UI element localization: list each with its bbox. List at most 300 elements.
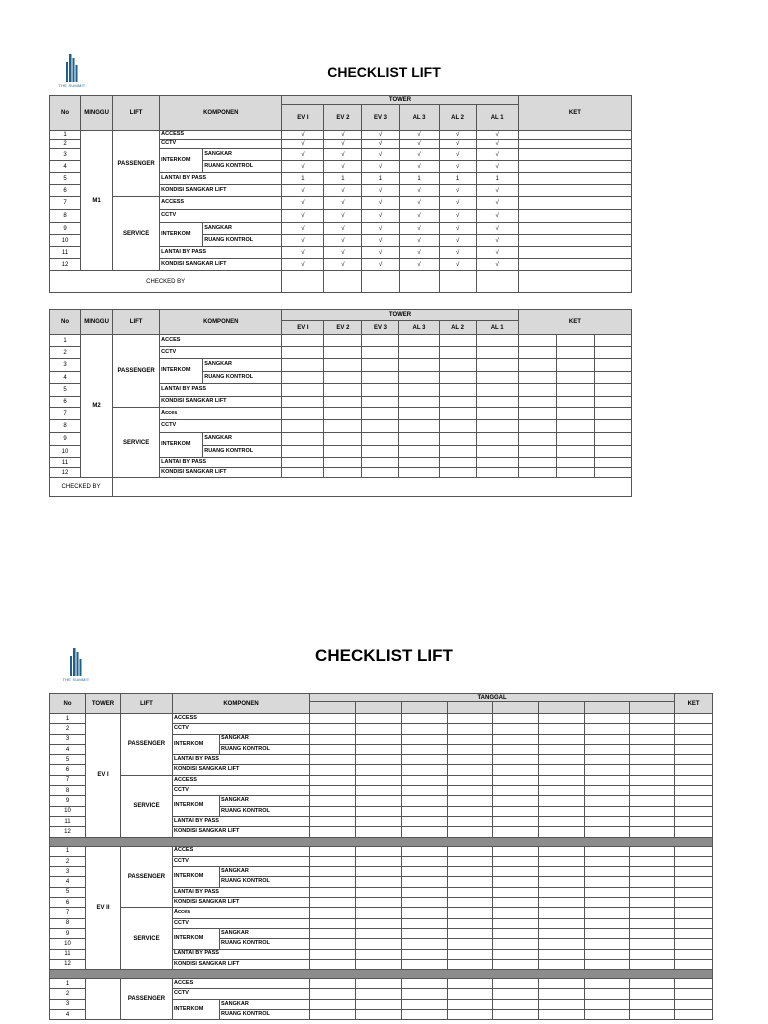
- ket-cell[interactable]: [518, 446, 556, 458]
- date-cell[interactable]: [585, 856, 630, 866]
- check-cell[interactable]: [439, 397, 476, 408]
- check-cell[interactable]: [282, 458, 324, 468]
- date-cell[interactable]: [493, 786, 539, 796]
- date-cell[interactable]: [539, 786, 585, 796]
- check-mark[interactable]: √: [362, 223, 399, 235]
- date-cell[interactable]: [402, 827, 448, 837]
- date-cell[interactable]: [539, 928, 585, 938]
- date-cell[interactable]: [539, 999, 585, 1009]
- check-mark[interactable]: 1: [362, 173, 399, 185]
- date-cell[interactable]: [448, 765, 493, 775]
- ket-cell[interactable]: [556, 335, 594, 347]
- ket-cell[interactable]: [675, 714, 713, 724]
- ket-cell[interactable]: [594, 408, 631, 420]
- date-cell[interactable]: [356, 806, 402, 816]
- ket-cell[interactable]: [556, 458, 594, 468]
- ket-cell[interactable]: [594, 347, 631, 359]
- ket-cell[interactable]: [518, 247, 631, 259]
- ket-cell[interactable]: [594, 433, 631, 446]
- date-cell[interactable]: [539, 816, 585, 826]
- check-cell[interactable]: [476, 408, 518, 420]
- date-cell[interactable]: [356, 908, 402, 918]
- check-cell[interactable]: [399, 359, 439, 372]
- date-cell[interactable]: [585, 734, 630, 744]
- check-cell[interactable]: [476, 359, 518, 372]
- check-cell[interactable]: [476, 433, 518, 446]
- date-cell[interactable]: [356, 867, 402, 877]
- ket-cell[interactable]: [675, 816, 713, 826]
- date-cell[interactable]: [630, 959, 675, 969]
- check-mark[interactable]: √: [362, 149, 399, 161]
- date-cell[interactable]: [585, 806, 630, 816]
- ket-cell[interactable]: [518, 149, 631, 161]
- check-mark[interactable]: √: [439, 161, 476, 173]
- check-mark[interactable]: √: [362, 131, 399, 140]
- check-cell[interactable]: [324, 359, 362, 372]
- date-cell[interactable]: [448, 887, 493, 897]
- check-cell[interactable]: [362, 397, 399, 408]
- date-cell[interactable]: [585, 724, 630, 734]
- date-cell[interactable]: [356, 1010, 402, 1020]
- check-cell[interactable]: [476, 420, 518, 433]
- ket-cell[interactable]: [675, 734, 713, 744]
- date-cell[interactable]: [539, 898, 585, 908]
- check-mark[interactable]: √: [476, 185, 518, 197]
- check-cell[interactable]: [282, 397, 324, 408]
- check-mark[interactable]: √: [399, 210, 439, 223]
- check-mark[interactable]: √: [399, 131, 439, 140]
- signature-cell[interactable]: [476, 271, 518, 293]
- ket-cell[interactable]: [518, 259, 631, 271]
- date-cell[interactable]: [356, 989, 402, 999]
- date-cell[interactable]: [356, 846, 402, 856]
- ket-cell[interactable]: [594, 384, 631, 397]
- date-cell[interactable]: [448, 867, 493, 877]
- date-cell[interactable]: [402, 908, 448, 918]
- date-cell[interactable]: [630, 867, 675, 877]
- date-cell[interactable]: [448, 724, 493, 734]
- date-cell[interactable]: [630, 816, 675, 826]
- check-mark[interactable]: √: [362, 247, 399, 259]
- date-cell[interactable]: [402, 1010, 448, 1020]
- date-cell[interactable]: [630, 877, 675, 887]
- date-cell[interactable]: [402, 887, 448, 897]
- date-cell[interactable]: [585, 765, 630, 775]
- ket-cell[interactable]: [518, 235, 631, 247]
- check-cell[interactable]: [362, 468, 399, 478]
- check-mark[interactable]: √: [324, 131, 362, 140]
- date-cell[interactable]: [310, 786, 356, 796]
- date-cell[interactable]: [310, 887, 356, 897]
- date-cell[interactable]: [310, 806, 356, 816]
- check-mark[interactable]: √: [439, 235, 476, 247]
- check-mark[interactable]: √: [476, 161, 518, 173]
- date-cell[interactable]: [310, 939, 356, 949]
- date-cell[interactable]: [630, 999, 675, 1009]
- date-cell[interactable]: [585, 949, 630, 959]
- date-cell[interactable]: [493, 908, 539, 918]
- date-cell[interactable]: [310, 714, 356, 724]
- date-cell[interactable]: [310, 724, 356, 734]
- date-cell[interactable]: [402, 796, 448, 806]
- check-mark[interactable]: √: [362, 185, 399, 197]
- check-mark[interactable]: √: [399, 259, 439, 271]
- check-cell[interactable]: [439, 384, 476, 397]
- date-cell[interactable]: [356, 775, 402, 785]
- ket-cell[interactable]: [556, 420, 594, 433]
- ket-cell[interactable]: [675, 846, 713, 856]
- date-cell[interactable]: [356, 877, 402, 887]
- check-mark[interactable]: √: [324, 149, 362, 161]
- ket-cell[interactable]: [518, 408, 556, 420]
- ket-cell[interactable]: [675, 765, 713, 775]
- date-cell[interactable]: [448, 775, 493, 785]
- date-cell[interactable]: [585, 877, 630, 887]
- ket-cell[interactable]: [556, 446, 594, 458]
- date-cell[interactable]: [310, 775, 356, 785]
- date-cell[interactable]: [356, 898, 402, 908]
- date-cell[interactable]: [539, 744, 585, 754]
- check-cell[interactable]: [362, 446, 399, 458]
- date-cell[interactable]: [448, 796, 493, 806]
- ket-cell[interactable]: [556, 468, 594, 478]
- check-cell[interactable]: [362, 335, 399, 347]
- date-cell[interactable]: [493, 755, 539, 765]
- date-cell[interactable]: [630, 939, 675, 949]
- check-mark[interactable]: 1: [399, 173, 439, 185]
- date-cell[interactable]: [585, 786, 630, 796]
- check-cell[interactable]: [324, 446, 362, 458]
- check-mark[interactable]: √: [476, 197, 518, 210]
- date-cell[interactable]: [585, 939, 630, 949]
- date-cell[interactable]: [630, 765, 675, 775]
- date-cell[interactable]: [630, 949, 675, 959]
- check-mark[interactable]: √: [324, 140, 362, 149]
- ket-cell[interactable]: [518, 173, 631, 185]
- date-cell[interactable]: [448, 979, 493, 989]
- check-mark[interactable]: √: [282, 185, 324, 197]
- check-mark[interactable]: √: [324, 185, 362, 197]
- date-cell[interactable]: [539, 755, 585, 765]
- check-mark[interactable]: √: [282, 223, 324, 235]
- check-cell[interactable]: [324, 433, 362, 446]
- ket-cell[interactable]: [594, 420, 631, 433]
- check-cell[interactable]: [282, 446, 324, 458]
- check-mark[interactable]: √: [324, 223, 362, 235]
- date-cell[interactable]: [310, 877, 356, 887]
- ket-cell[interactable]: [675, 898, 713, 908]
- date-cell[interactable]: [539, 806, 585, 816]
- check-mark[interactable]: √: [282, 161, 324, 173]
- date-cell[interactable]: [493, 877, 539, 887]
- check-cell[interactable]: [362, 359, 399, 372]
- date-cell[interactable]: [493, 744, 539, 754]
- ket-cell[interactable]: [518, 161, 631, 173]
- check-cell[interactable]: [324, 468, 362, 478]
- check-mark[interactable]: √: [362, 140, 399, 149]
- ket-cell[interactable]: [518, 433, 556, 446]
- check-mark[interactable]: √: [282, 131, 324, 140]
- date-cell[interactable]: [539, 949, 585, 959]
- ket-cell[interactable]: [675, 908, 713, 918]
- date-cell[interactable]: [539, 867, 585, 877]
- ket-cell[interactable]: [675, 724, 713, 734]
- date-cell[interactable]: [493, 959, 539, 969]
- check-cell[interactable]: [282, 408, 324, 420]
- date-cell[interactable]: [539, 827, 585, 837]
- check-mark[interactable]: √: [439, 185, 476, 197]
- date-cell[interactable]: [310, 846, 356, 856]
- ket-cell[interactable]: [556, 397, 594, 408]
- date-cell[interactable]: [539, 796, 585, 806]
- check-mark[interactable]: √: [362, 235, 399, 247]
- check-mark[interactable]: √: [362, 259, 399, 271]
- date-cell[interactable]: [585, 846, 630, 856]
- date-cell[interactable]: [310, 734, 356, 744]
- ket-cell[interactable]: [594, 335, 631, 347]
- ket-cell[interactable]: [675, 999, 713, 1009]
- check-cell[interactable]: [362, 372, 399, 384]
- check-cell[interactable]: [476, 372, 518, 384]
- ket-cell[interactable]: [518, 468, 556, 478]
- date-cell[interactable]: [402, 846, 448, 856]
- check-cell[interactable]: [439, 372, 476, 384]
- date-cell[interactable]: [493, 898, 539, 908]
- check-cell[interactable]: [324, 384, 362, 397]
- date-cell[interactable]: [493, 806, 539, 816]
- check-mark[interactable]: √: [476, 247, 518, 259]
- date-cell[interactable]: [493, 846, 539, 856]
- check-mark[interactable]: √: [439, 131, 476, 140]
- check-cell[interactable]: [399, 408, 439, 420]
- date-cell[interactable]: [310, 867, 356, 877]
- check-mark[interactable]: √: [439, 197, 476, 210]
- ket-cell[interactable]: [518, 347, 556, 359]
- date-cell[interactable]: [448, 806, 493, 816]
- date-cell[interactable]: [493, 856, 539, 866]
- check-mark[interactable]: √: [324, 197, 362, 210]
- date-cell[interactable]: [630, 887, 675, 897]
- date-cell[interactable]: [539, 724, 585, 734]
- check-cell[interactable]: [476, 446, 518, 458]
- check-cell[interactable]: [324, 397, 362, 408]
- date-cell[interactable]: [585, 744, 630, 754]
- check-cell[interactable]: [439, 446, 476, 458]
- check-mark[interactable]: √: [362, 161, 399, 173]
- ket-cell[interactable]: [518, 131, 631, 140]
- check-mark[interactable]: √: [324, 235, 362, 247]
- check-mark[interactable]: √: [476, 223, 518, 235]
- date-cell[interactable]: [585, 898, 630, 908]
- ket-cell[interactable]: [675, 786, 713, 796]
- check-cell[interactable]: [439, 433, 476, 446]
- date-cell[interactable]: [356, 887, 402, 897]
- ket-cell[interactable]: [518, 335, 556, 347]
- date-cell[interactable]: [310, 959, 356, 969]
- check-mark[interactable]: 1: [324, 173, 362, 185]
- check-cell[interactable]: [476, 335, 518, 347]
- check-cell[interactable]: [399, 433, 439, 446]
- date-cell[interactable]: [310, 908, 356, 918]
- ket-cell[interactable]: [556, 384, 594, 397]
- check-cell[interactable]: [399, 468, 439, 478]
- date-cell[interactable]: [402, 714, 448, 724]
- date-cell[interactable]: [448, 928, 493, 938]
- check-cell[interactable]: [282, 468, 324, 478]
- check-mark[interactable]: √: [439, 210, 476, 223]
- check-mark[interactable]: √: [439, 149, 476, 161]
- date-cell[interactable]: [493, 989, 539, 999]
- ket-cell[interactable]: [675, 744, 713, 754]
- date-cell[interactable]: [493, 939, 539, 949]
- check-cell[interactable]: [324, 458, 362, 468]
- check-cell[interactable]: [476, 347, 518, 359]
- ket-cell[interactable]: [518, 397, 556, 408]
- ket-cell[interactable]: [675, 775, 713, 785]
- check-cell[interactable]: [362, 347, 399, 359]
- date-cell[interactable]: [585, 999, 630, 1009]
- date-cell[interactable]: [448, 939, 493, 949]
- date-cell[interactable]: [356, 856, 402, 866]
- check-mark[interactable]: √: [476, 131, 518, 140]
- ket-cell[interactable]: [518, 458, 556, 468]
- check-mark[interactable]: √: [399, 235, 439, 247]
- date-cell[interactable]: [539, 908, 585, 918]
- ket-cell[interactable]: [556, 433, 594, 446]
- date-cell[interactable]: [356, 918, 402, 928]
- date-cell[interactable]: [448, 816, 493, 826]
- date-cell[interactable]: [539, 846, 585, 856]
- date-cell[interactable]: [630, 1010, 675, 1020]
- check-cell[interactable]: [439, 335, 476, 347]
- check-mark[interactable]: 1: [476, 173, 518, 185]
- check-cell[interactable]: [362, 433, 399, 446]
- ket-cell[interactable]: [518, 223, 631, 235]
- date-cell[interactable]: [402, 898, 448, 908]
- check-mark[interactable]: √: [476, 210, 518, 223]
- date-cell[interactable]: [493, 775, 539, 785]
- date-cell[interactable]: [539, 989, 585, 999]
- check-mark[interactable]: √: [324, 259, 362, 271]
- check-cell[interactable]: [282, 359, 324, 372]
- date-cell[interactable]: [448, 755, 493, 765]
- date-cell[interactable]: [448, 908, 493, 918]
- check-cell[interactable]: [362, 420, 399, 433]
- check-mark[interactable]: √: [476, 140, 518, 149]
- date-cell[interactable]: [356, 714, 402, 724]
- date-cell[interactable]: [630, 918, 675, 928]
- check-cell[interactable]: [476, 458, 518, 468]
- date-cell[interactable]: [630, 734, 675, 744]
- date-cell[interactable]: [585, 918, 630, 928]
- ket-cell[interactable]: [675, 1010, 713, 1020]
- ket-cell[interactable]: [675, 827, 713, 837]
- date-cell[interactable]: [402, 856, 448, 866]
- ket-cell[interactable]: [594, 397, 631, 408]
- check-mark[interactable]: √: [476, 259, 518, 271]
- check-cell[interactable]: [399, 446, 439, 458]
- date-cell[interactable]: [630, 796, 675, 806]
- date-cell[interactable]: [310, 999, 356, 1009]
- date-cell[interactable]: [310, 856, 356, 866]
- check-cell[interactable]: [324, 408, 362, 420]
- date-cell[interactable]: [402, 786, 448, 796]
- check-mark[interactable]: √: [282, 140, 324, 149]
- date-cell[interactable]: [310, 918, 356, 928]
- date-cell[interactable]: [448, 877, 493, 887]
- date-cell[interactable]: [356, 796, 402, 806]
- date-cell[interactable]: [402, 734, 448, 744]
- date-cell[interactable]: [448, 999, 493, 1009]
- date-cell[interactable]: [402, 765, 448, 775]
- date-cell[interactable]: [539, 714, 585, 724]
- check-mark[interactable]: √: [282, 259, 324, 271]
- date-cell[interactable]: [630, 724, 675, 734]
- signature-cell[interactable]: [324, 271, 362, 293]
- date-cell[interactable]: [356, 765, 402, 775]
- check-mark[interactable]: √: [399, 197, 439, 210]
- date-cell[interactable]: [310, 796, 356, 806]
- date-cell[interactable]: [493, 765, 539, 775]
- date-cell[interactable]: [402, 999, 448, 1009]
- date-cell[interactable]: [630, 775, 675, 785]
- date-cell[interactable]: [585, 959, 630, 969]
- ket-cell[interactable]: [675, 949, 713, 959]
- date-cell[interactable]: [448, 959, 493, 969]
- check-mark[interactable]: √: [324, 247, 362, 259]
- date-cell[interactable]: [493, 816, 539, 826]
- check-cell[interactable]: [282, 384, 324, 397]
- check-mark[interactable]: √: [362, 210, 399, 223]
- date-cell[interactable]: [585, 755, 630, 765]
- check-cell[interactable]: [282, 347, 324, 359]
- ket-cell[interactable]: [675, 877, 713, 887]
- check-cell[interactable]: [282, 372, 324, 384]
- check-cell[interactable]: [399, 335, 439, 347]
- check-cell[interactable]: [439, 420, 476, 433]
- check-mark[interactable]: √: [324, 161, 362, 173]
- ket-cell[interactable]: [675, 887, 713, 897]
- check-cell[interactable]: [439, 458, 476, 468]
- ket-cell[interactable]: [518, 185, 631, 197]
- date-cell[interactable]: [539, 765, 585, 775]
- check-cell[interactable]: [362, 408, 399, 420]
- date-cell[interactable]: [630, 846, 675, 856]
- date-cell[interactable]: [630, 786, 675, 796]
- date-cell[interactable]: [356, 734, 402, 744]
- ket-cell[interactable]: [675, 918, 713, 928]
- ket-cell[interactable]: [518, 210, 631, 223]
- date-cell[interactable]: [493, 999, 539, 1009]
- check-cell[interactable]: [362, 458, 399, 468]
- date-cell[interactable]: [539, 734, 585, 744]
- check-cell[interactable]: [324, 335, 362, 347]
- date-cell[interactable]: [448, 918, 493, 928]
- check-cell[interactable]: [476, 468, 518, 478]
- date-cell[interactable]: [448, 744, 493, 754]
- date-cell[interactable]: [402, 724, 448, 734]
- date-cell[interactable]: [539, 887, 585, 897]
- date-cell[interactable]: [356, 939, 402, 949]
- date-cell[interactable]: [310, 755, 356, 765]
- ket-cell[interactable]: [675, 928, 713, 938]
- check-cell[interactable]: [399, 458, 439, 468]
- check-mark[interactable]: √: [439, 247, 476, 259]
- check-cell[interactable]: [439, 359, 476, 372]
- ket-cell[interactable]: [518, 140, 631, 149]
- check-mark[interactable]: √: [399, 247, 439, 259]
- ket-cell[interactable]: [518, 197, 631, 210]
